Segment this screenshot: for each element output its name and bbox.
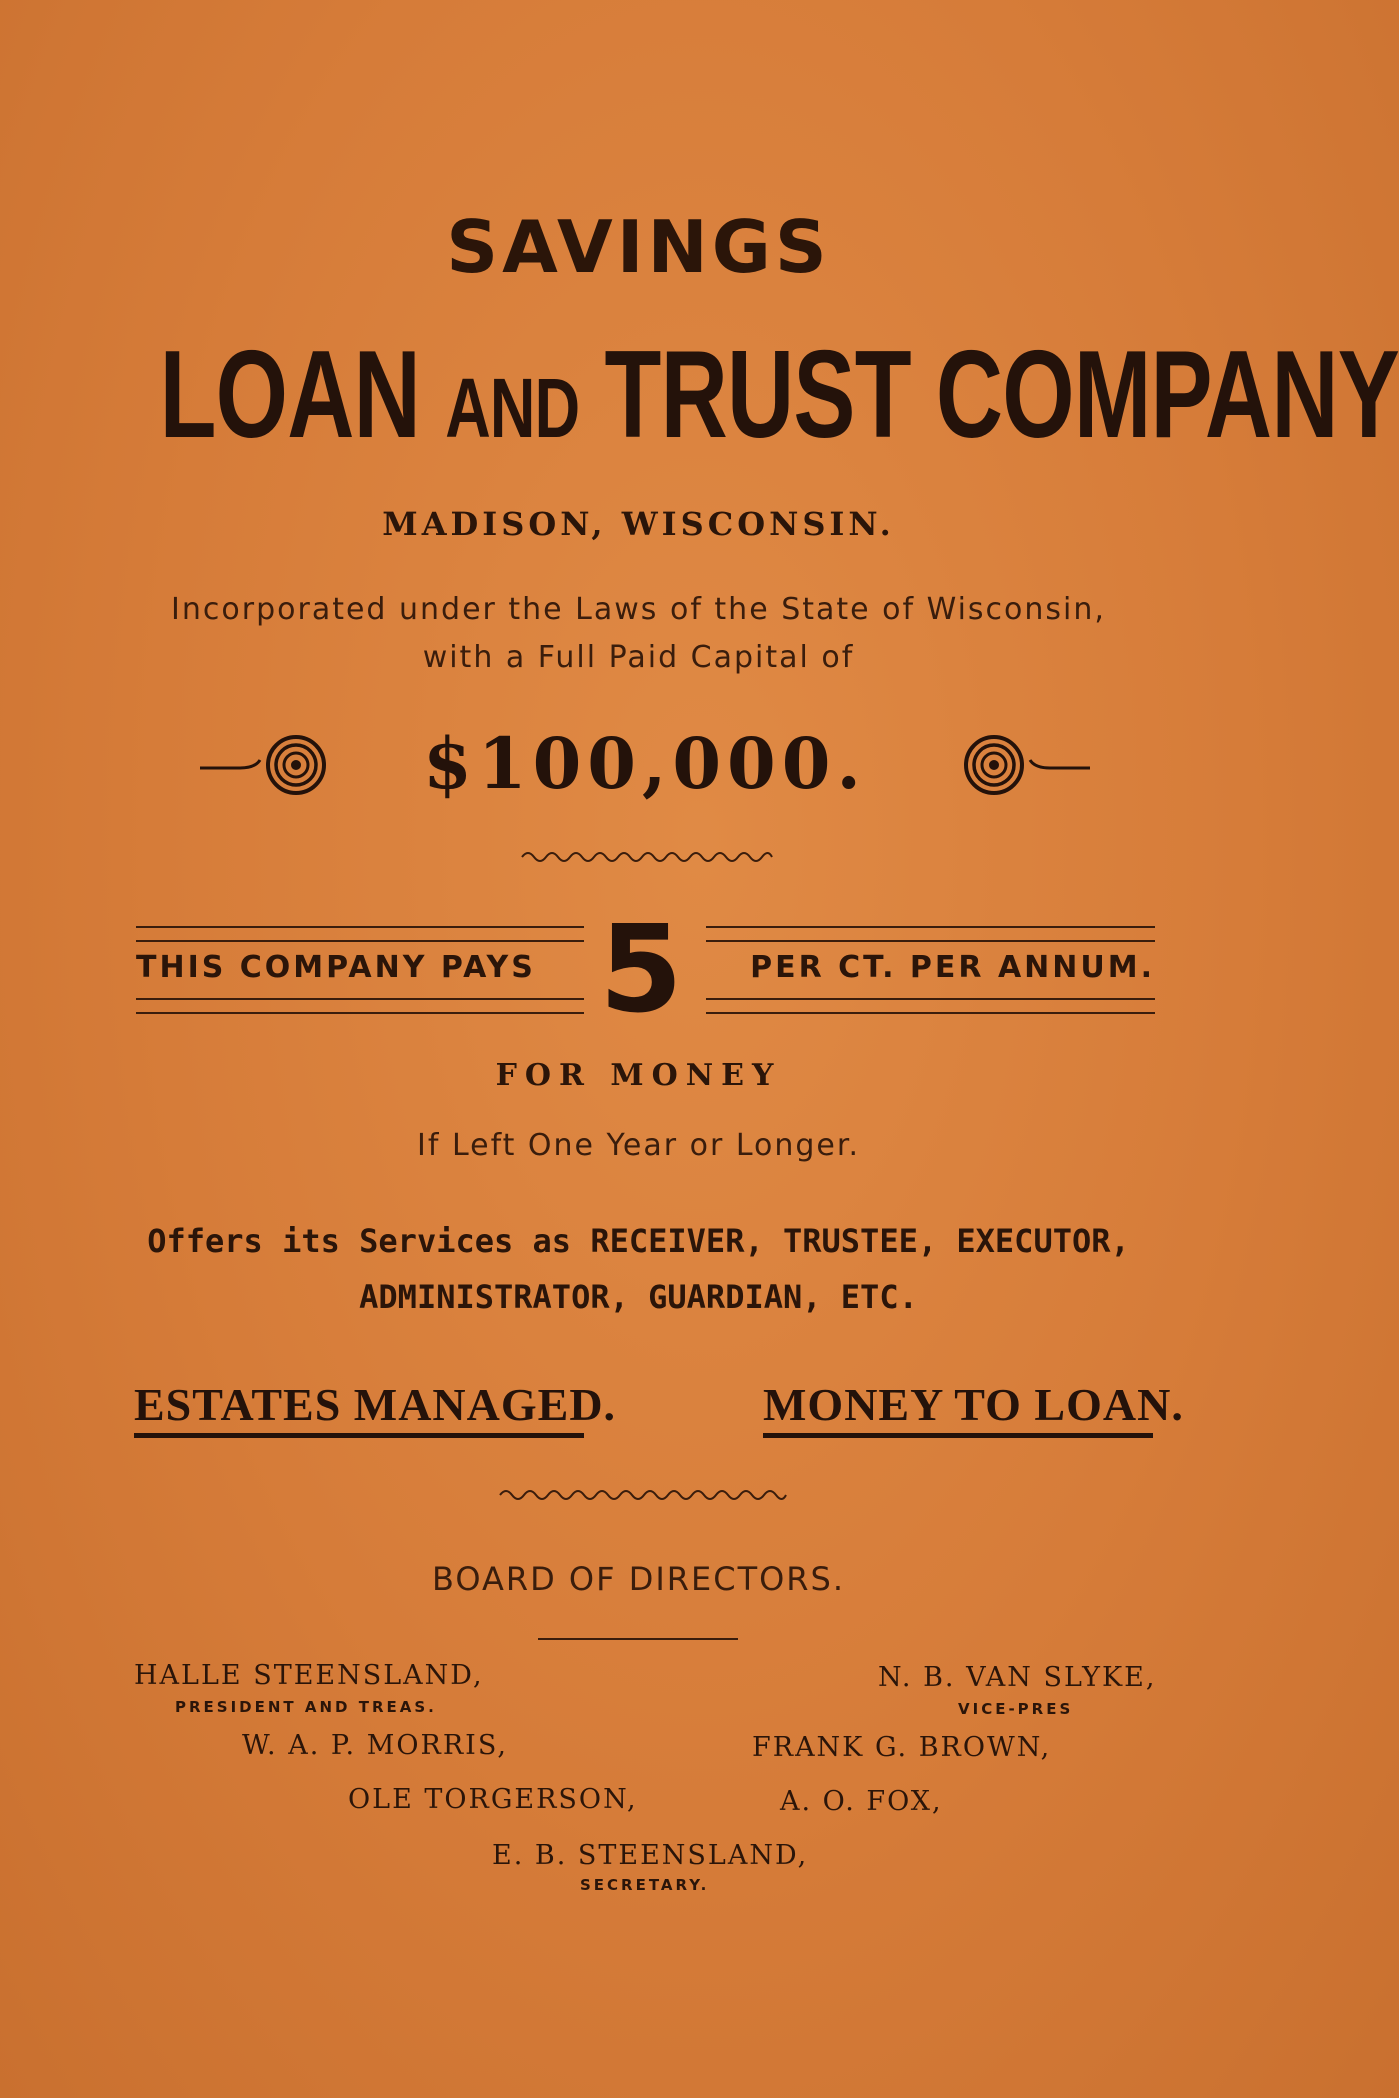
capital-row [200, 722, 1090, 808]
swirl-ornament-icon [200, 732, 330, 798]
money-to-loan-heading: MONEY TO LOAN. [763, 1378, 1153, 1438]
board-heading: BOARD OF DIRECTORS. [431, 1560, 846, 1598]
services-line-1: Offers its Services as RECEIVER, TRUSTEE, EXECUTOR, [147, 1222, 1130, 1260]
director-name: E. B. STEENSLAND, [492, 1840, 809, 1871]
interest-rate-row [136, 901, 1155, 1040]
double-rule [706, 998, 1155, 1014]
city-line: MADISON, WISCONSIN. [382, 505, 895, 543]
condition-line: If Left One Year or Longer. [417, 1128, 860, 1163]
services-line-2: ADMINISTRATOR, GUARDIAN, ETC. [359, 1278, 918, 1316]
per-annum-text: PER CT. PER ANNUM. [750, 950, 1155, 985]
incorporation-line-1: Incorporated under the Laws of the State of Wisconsin, [171, 592, 1106, 627]
board-divider [538, 1638, 738, 1640]
double-rule [706, 926, 1155, 942]
company-pays-text: THIS COMPANY PAYS [136, 950, 536, 985]
wavy-divider-icon [522, 848, 772, 866]
capital-amount: $100,000. [423, 722, 867, 805]
for-money-line: FOR MONEY [495, 1058, 782, 1093]
director-title: VICE-PRES [958, 1700, 1074, 1718]
double-rule [136, 926, 584, 942]
company-name-loan: LOAN [159, 326, 421, 464]
interest-right-block [706, 918, 1155, 1028]
director-name: OLE TORGERSON, [348, 1784, 638, 1815]
double-rule [136, 998, 584, 1014]
company-name [159, 325, 1399, 478]
company-name-trust: TRUST COMPANY [604, 326, 1399, 464]
interest-rate-number: 5 [599, 901, 683, 1040]
savings-heading: SAVINGS [446, 205, 831, 289]
estates-managed-heading: ESTATES MANAGED. [134, 1378, 584, 1438]
swirl-ornament-icon [960, 732, 1090, 798]
director-name: HALLE STEENSLAND, [134, 1660, 484, 1691]
incorporation-line-2: with a Full Paid Capital of [422, 640, 855, 675]
company-name-and: AND [445, 361, 580, 455]
director-name: W. A. P. MORRIS, [242, 1730, 508, 1761]
director-title: SECRETARY. [580, 1876, 710, 1894]
director-name: N. B. VAN SLYKE, [878, 1662, 1157, 1693]
wavy-divider-icon [500, 1486, 786, 1504]
director-name: FRANK G. BROWN, [752, 1732, 1052, 1763]
interest-left-block [136, 918, 584, 1028]
director-name: A. O. FOX, [780, 1786, 943, 1817]
director-title: PRESIDENT AND TREAS. [175, 1698, 437, 1716]
